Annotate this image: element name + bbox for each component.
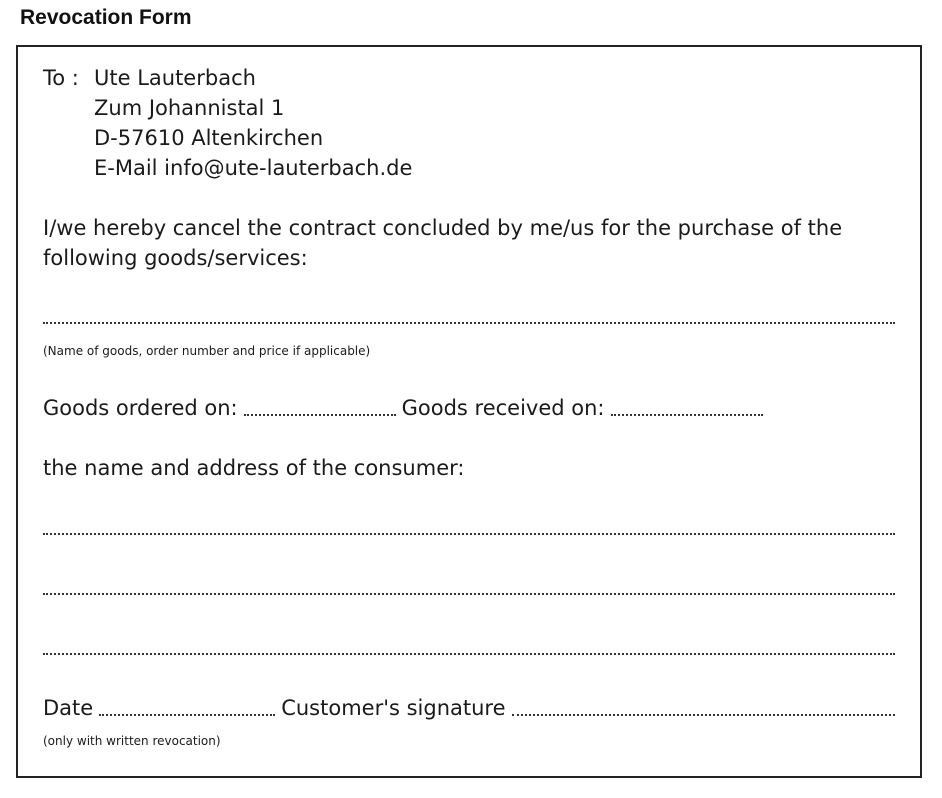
received-date-line[interactable]: [611, 414, 763, 416]
consumer-line-1[interactable]: [43, 533, 895, 535]
goods-hint: (Name of goods, order number and price if applicable): [43, 344, 371, 358]
ordered-date-line[interactable]: [244, 414, 396, 416]
consumer-label: the name and address of the consumer:: [43, 456, 465, 480]
date-line[interactable]: [99, 714, 275, 716]
recipient-city: D-57610 Altenkirchen: [94, 126, 324, 150]
signature-label: Customer's signature: [281, 696, 506, 720]
revocation-form-box: [16, 45, 922, 778]
date-label: Date: [43, 696, 94, 720]
consumer-line-3[interactable]: [43, 653, 895, 655]
recipient-email: E-Mail info@ute-lauterbach.de: [94, 156, 413, 180]
consumer-line-2[interactable]: [43, 593, 895, 595]
signature-hint: (only with written revocation): [43, 734, 221, 748]
ordered-label: Goods ordered on:: [43, 396, 238, 420]
statement-line-1: I/we hereby cancel the contract concluded by me/us for the purchase of the: [43, 216, 843, 240]
goods-entry-line[interactable]: [43, 322, 895, 324]
form-title: Revocation Form: [20, 6, 192, 29]
recipient-name: Ute Lauterbach: [94, 66, 256, 90]
to-label: To :: [43, 66, 79, 90]
dates-row: [43, 393, 763, 423]
statement-line-2: following goods/services:: [43, 246, 308, 270]
signature-line[interactable]: [512, 714, 895, 716]
received-label: Goods received on:: [401, 396, 605, 420]
recipient-street: Zum Johannistal 1: [94, 96, 285, 120]
signature-row: [43, 693, 895, 723]
